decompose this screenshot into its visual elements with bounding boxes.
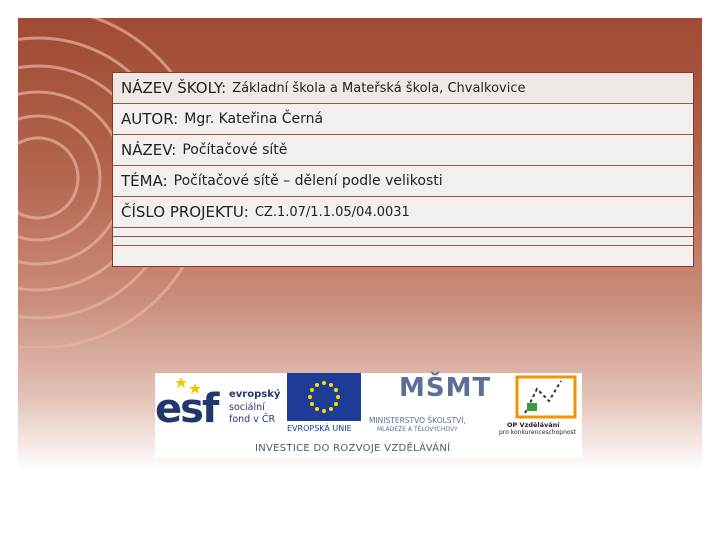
name-label: NÁZEV: [121, 141, 177, 159]
msmt-logo [369, 373, 497, 435]
msmt-mark: MŠMT [399, 373, 492, 403]
eu-logo [287, 373, 367, 435]
arc-4 [18, 92, 124, 264]
school-label: NÁZEV ŠKOLY: [121, 79, 227, 97]
msmt-line-2: MLÁDEŽE A TĚLOVÝCHOVY [377, 426, 458, 433]
info-table [112, 72, 694, 267]
author-value: Mgr. Kateřina Černá [184, 111, 324, 127]
op-line-1: OP Vzdělávání [507, 421, 560, 429]
op-logo [499, 373, 582, 435]
investment-banner: INVESTICE DO ROZVOJE VZDĚLÁVÁNÍ [255, 443, 451, 454]
esf-wordmark: esf [155, 386, 218, 432]
school-value: Základní škola a Mateřská škola, Chvalkovice [232, 80, 526, 96]
arc-5 [18, 116, 100, 240]
empty-row [113, 246, 693, 266]
project-label: ČÍSLO PROJEKTU: [121, 203, 249, 221]
author-row [113, 104, 693, 135]
esf-logo [155, 373, 283, 435]
empty-row [113, 228, 693, 237]
name-row [113, 135, 693, 166]
eu-flag-icon [287, 373, 361, 421]
topic-label: TÉMA: [121, 172, 168, 190]
project-value: CZ.1.07/1.1.05/04.0031 [254, 204, 410, 220]
topic-value: Počítačové sítě – dělení podle velikosti [173, 173, 443, 189]
school-row [113, 73, 693, 104]
arc-6 [18, 138, 78, 218]
empty-row [113, 237, 693, 246]
op-emblem-icon [515, 375, 577, 419]
eu-caption: EVROPSKÁ UNIE [287, 424, 352, 433]
name-value: Počítačové sítě [182, 142, 288, 158]
op-line-2: pro konkurenceschopnost [499, 429, 577, 436]
esf-line-3: fond v ČR [229, 414, 276, 425]
funding-logos [155, 373, 582, 458]
esf-line-1: evropský [229, 389, 281, 400]
project-row [113, 197, 693, 228]
esf-line-2: sociální [229, 402, 265, 413]
msmt-line-1: MINISTERSTVO ŠKOLSTVÍ, [369, 416, 466, 425]
topic-row [113, 166, 693, 197]
author-label: AUTOR: [121, 110, 179, 128]
